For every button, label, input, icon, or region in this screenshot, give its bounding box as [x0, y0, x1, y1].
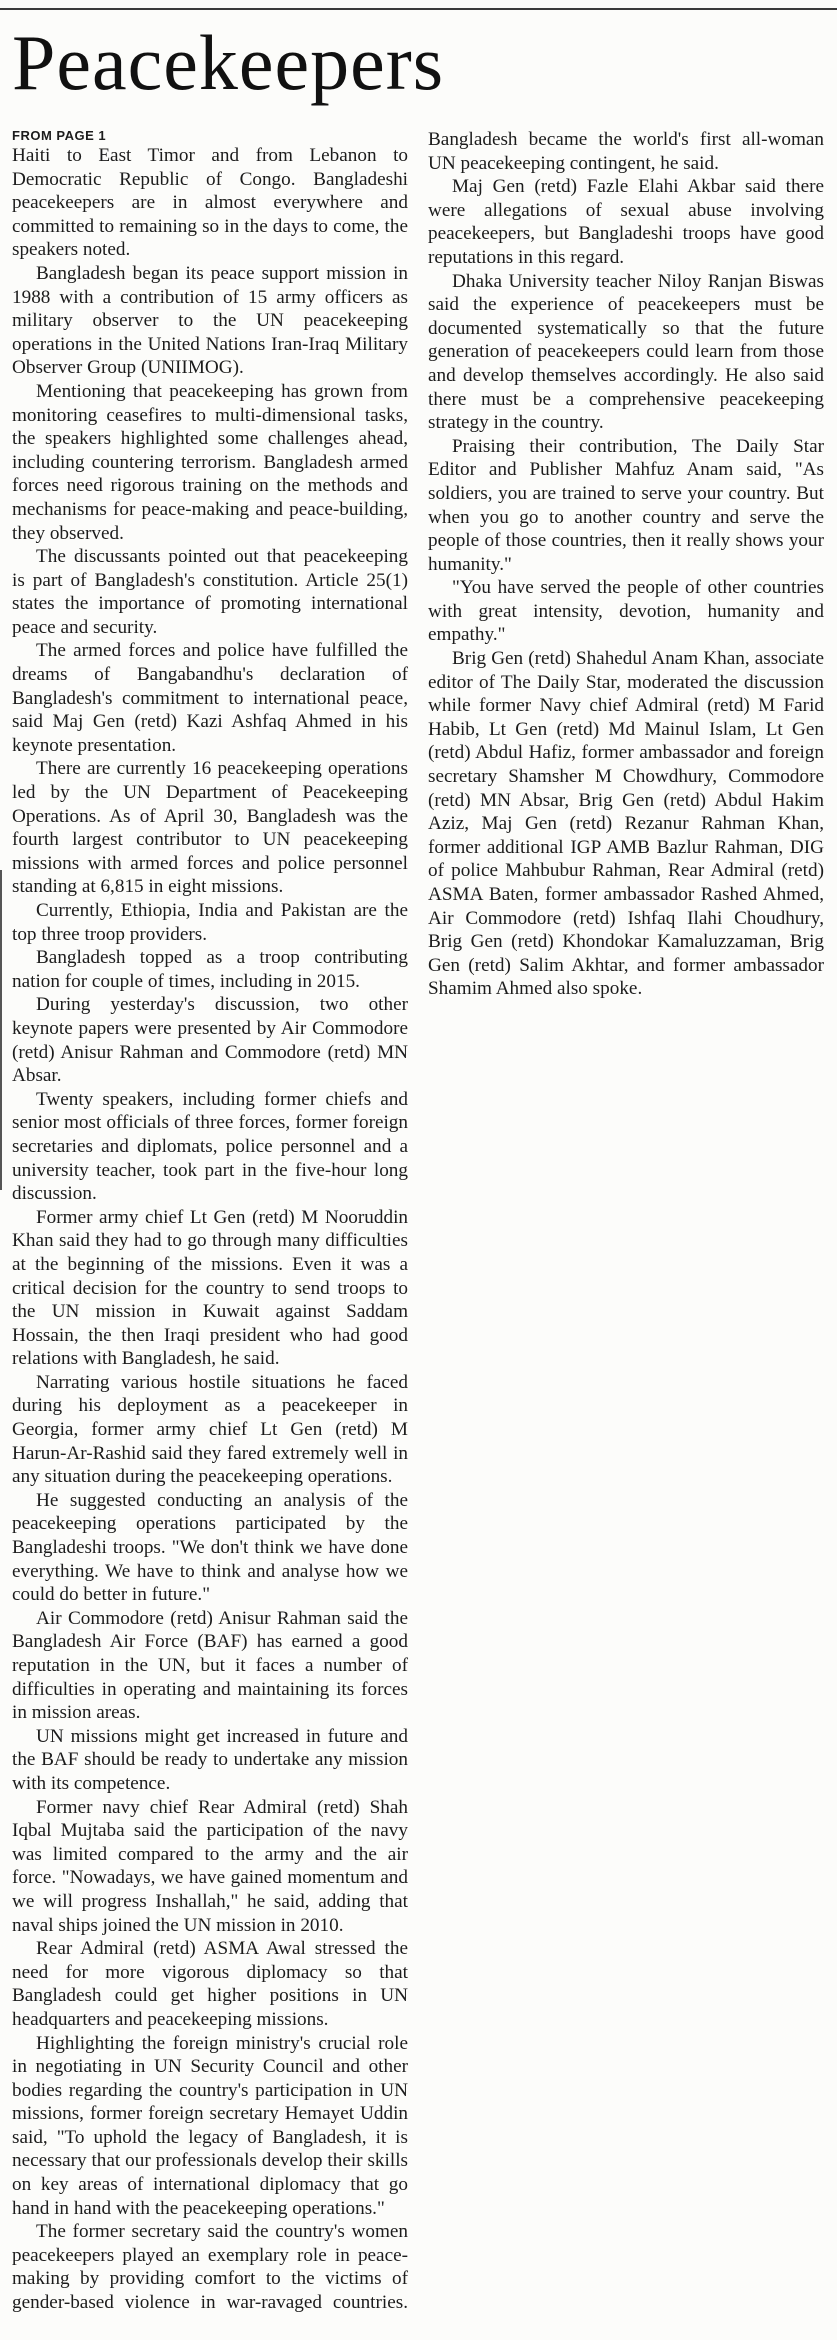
article-body — [12, 128, 824, 2333]
paragraph-8: Bangladesh topped as a troop contributing nation for couple of times, including in 2015. — [12, 947, 408, 992]
paragraph-5: The armed forces and police have fulfilled the dreams of Bangabandhu's declaration of Bangladesh's commitment to international peace, said Maj Gen (retd) Kazi Ashfaq Ahmed in his keynote presentation. — [12, 640, 408, 756]
paragraph-22: Praising their contribution, The Daily Star Editor and Publisher Mahfuz Anam said, "As soldiers, you are trained to serve your country. But when you go to another country and serve the people of those countries, then it really shows your humanity." — [428, 435, 824, 575]
paragraph-23: "You have served the people of other countries with great intensity, devotion, humanity and empathy." — [428, 577, 824, 646]
paragraph-10: Twenty speakers, including former chiefs and senior most officials of three forces, former foreign secretaries and diplomats, police personnel and a university teacher, took part in the five-hour long discussion. — [12, 1088, 408, 1205]
continuation-kicker: FROM PAGE 1 — [12, 128, 107, 143]
paragraph-19: The former secretary said the country's women peacekeepers played an exemplary role in peace-making by providing comfort to the victims of gender-based violence in war-ravaged countries. Bangladesh became the world's first all-woman UN peacekeeping contingent, he said. — [12, 129, 824, 2314]
paragraph-20: Maj Gen (retd) Fazle Elahi Akbar said there were allegations of sexual abuse involving peacekeepers, but Bangladeshi troops have good reputations in this regard. — [428, 176, 824, 268]
paragraph-15: UN missions might get increased in future and the BAF should be ready to undertake any mission with its competence. — [12, 1725, 408, 1794]
paragraph-4: The discussants pointed out that peacekeeping is part of Bangladesh's constitution. Article 25(1) states the importance of promoting international peace and security. — [12, 546, 408, 638]
paragraph-13: He suggested conducting an analysis of the peacekeeping operations participated by the Bangladeshi troops. "We don't think we have done everything. We have to think and analyse how we could do better in future." — [12, 1489, 408, 1606]
paragraph-18: Highlighting the foreign ministry's crucial role in negotiating in UN Security Council and other bodies regarding the country's participation in UN missions, former foreign secretary Hemayet Uddin said, "To uphold the legacy of Bangladesh, it is necessary that our professionals develop their skills on key areas of international diplomacy that go hand in hand with the peacekeeping operations." — [12, 2032, 408, 2219]
paragraph-17: Rear Admiral (retd) ASMA Awal stressed the need for more vigorous diplomacy so that Bangladesh could get higher positions in UN headquarters and peacekeeping missions. — [12, 1938, 408, 2030]
paragraph-9: During yesterday's discussion, two other keynote papers were presented by Air Commodore (retd) Anisur Rahman and Commodore (retd) MN Absar. — [12, 994, 408, 1087]
paragraph-11: Former army chief Lt Gen (retd) M Nooruddin Khan said they had to go through many difficulties at the beginning of the missions. Even it was a critical decision for the country to send troops to the UN mission in Kuwait against Saddam Hossain, the then Iraqi president who had good relations with Bangladesh, he said. — [12, 1206, 408, 1370]
top-rule — [0, 8, 837, 10]
paragraph-24: Brig Gen (retd) Shahedul Anam Khan, associate editor of The Daily Star, moderated the discussion while former Navy chief Admiral (retd) M Farid Habib, Lt Gen (retd) Md Mainul Islam, Lt Gen (retd) Abdul Hafiz, former ambassador and foreign secretary Shamsher M Chowdhury, Commodore (retd) MN Absar, Brig Gen (retd) Abdul Hakim Aziz, Maj Gen (retd) Rezanur Rahman Khan, former additional IGP AMB Bazlur Rahman, DIG of police Mahbubur Rahman, Rear Admiral (retd) ASMA Baten, former ambassador Rashed Ahmed, Air Commodore (retd) Ishfaq Ilahi Choudhury, Brig Gen (retd) Khondokar Kamaluzzaman, Brig Gen (retd) Salim Akhtar, and former ambassador Shamim Ahmed also spoke. — [428, 648, 824, 1000]
paragraph-3: Mentioning that peacekeeping has grown from monitoring ceasefires to multi-dimensional tasks, the speakers highlighted some challenges ahead, including countering terrorism. Bangladesh armed forces need rigorous training on the methods and mechanisms for peace-making and peace-building, they observed. — [12, 380, 408, 544]
paragraph-16: Former navy chief Rear Admiral (retd) Shah Iqbal Mujtaba said the participation of the navy was limited compared to the army and the air force. "Nowadays, we have gained momentum and we will progress Inshallah," he said, adding that naval ships joined the UN mission in 2010. — [12, 1796, 408, 1936]
paragraph-21: Dhaka University teacher Niloy Ranjan Biswas said the experience of peacekeepers must be documented systematically so that the future generation of peacekeepers could learn from those and develop themselves accordingly. He also said there must be a comprehensive peacekeeping strategy in the country. — [428, 270, 824, 434]
paragraph-2: Bangladesh began its peace support mission in 1988 with a contribution of 15 army officers as military observer to the UN peacekeeping operations in the United Nations Iran-Iraq Military Observer Group (UNIIMOG). — [12, 262, 408, 379]
paragraph-7: Currently, Ethiopia, India and Pakistan are the top three troop providers. — [12, 900, 408, 945]
column-margin-rule — [0, 870, 2, 1190]
paragraph-6: There are currently 16 peacekeeping operations led by the UN Department of Peacekeeping Operations. As of April 30, Bangladesh was the fourth largest contributor to UN peacekeeping missions with armed forces and police personnel standing at 6,815 in eight missions. — [12, 758, 408, 898]
headline: Peacekeepers — [12, 19, 445, 106]
paragraph-12: Narrating various hostile situations he faced during his deployment as a peacekeeper in Georgia, former army chief Lt Gen (retd) M Harun-Ar-Rashid said they fared extremely well in any situation during the peacekeeping operations. — [12, 1371, 408, 1488]
paragraph-1: Haiti to East Timor and from Lebanon to Democratic Republic of Congo. Bangladeshi peacekeepers are in almost everywhere and committed to remaining so in the days to come, the speakers noted. — [12, 145, 408, 261]
paragraph-14: Air Commodore (retd) Anisur Rahman said the Bangladesh Air Force (BAF) has earned a good reputation in the UN, but it faces a number of difficulties in operating and maintaining its forces in mission areas. — [12, 1607, 408, 1724]
